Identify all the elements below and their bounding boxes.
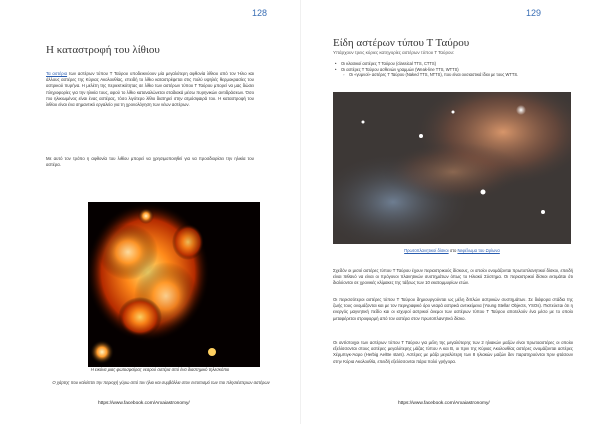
right-paragraph-2: Οι περισσότεροι αστέρες τύπου Τ Ταύρου δημιουργούνται ως μέλη διπλών αστρικών συστημάτων. Σε διάφορα στάδια της ζωής τους ονομάζονται και με τον περιγραφικό όρο νεαρά αστρικά αντικείμενα (Young Stellar Objects, YSOs). Πιστεύεται ότι η ενεργός μαγνητική πεδίο και οι ισχυροί αστρικοί άνεμοι των αστέρων τύπου Τ Ταύρου αποτελούν ένα μέσο με το οποίο μεταφέρεται στροφορμή από τον αστέρα στον πρωτοπλανητικό δίσκο. [333, 297, 573, 321]
right-paragraph-3: Οι αντίστοιχοι των αστέρων τύπου Τ Ταύρου για μέλη της μεγαλύτερης των 2 ηλιακών μαζών είναι πρωτοαστέρες οι οποίοι εξελίσσονται στους αστέρες μεγαλύτερης μάζας τύπου Α και Β, οι πριν της Κύριας Ακολουθίας αστέρες ονομάζονται αστέρες Χέρμπιγκ-Άαρο (Herbig Ae/Be stars). Αστέρες με μάζα μεγαλύτερη των 8 ηλιακών μαζών δεν παρατηρούνται πριν φτάσουν στην Κύρια Ακολουθία, επειδή εξελίσσονται πάρα πολύ γρήγορα. [333, 340, 573, 364]
list-item: ◦ Οι «γυμνοί» αστέρες Τ Ταύρου (Naked TTS, NTTS), που είναι ουσιαστικά ίδιοι με τους WTTS. [333, 72, 573, 78]
right-heading: Είδη αστέρων τύπου Τ Ταύρου [333, 37, 470, 49]
left-paragraph-1-text: των αστέρων τύπου Τ Ταύρου υποδεικνύουν μία μεγαλύτερη αφθονία λίθιου από τον Ήλιο και άλλους αστέρες της Κύριας Ακολουθίας, επειδή το λίθιο καταστρέφεται στις πολύ υψηλές θερμοκρασίες του αστρικού πυρήνα. Η μελέτη της περιεκτικότητας σε λίθιο των αστέρων τύπου Τ Ταύρου μπορεί να μας δώσει πληροφορίες για την ηλικία τους, αφού το λίθιο καταναλώνεται σταδιακά μέσω πυρηνικών αντιδράσεων. Όσο πιο ηλικιωμένος είναι ένας αστέρας, τόσο λιγότερο λίθιο διατηρεί στην ατμόσφαιρά του. Η καταστροφή του λιθίου είναι ένα σημαντικό εργαλείο για τη χρονολόγηση των νέων αστέρων. [46, 71, 254, 108]
list-item: • Οι αστέρες Τ Ταύρου ασθενών γραμμών (Weak-line TTS, WTTS) [333, 67, 573, 73]
right-page-number: 129 [526, 8, 542, 18]
left-paragraph-1 [46, 71, 254, 108]
left-footer-link[interactable]: https://www.facebook.com/Arxaiastronomy/ [98, 401, 190, 406]
right-footer-link[interactable]: https://www.facebook.com/Arxaiastronomy/ [398, 401, 490, 406]
caption-connector: στο [448, 248, 458, 253]
right-figure-caption [333, 248, 571, 253]
left-figure-subcaption: Ο χάρτης που καλύπτει την περιοχή γύρω από τον ήλιο και συμβάλλει στον εντοπισμό των πιο πλησιέστερων αστέρων [52, 380, 270, 385]
right-paragraph-1: Σχεδόν οι μισοί αστέρες τύπου Τ Ταύρου έχουν περιαστρικούς δίσκους, οι οποίοι ονομάζονται πρωτοπλανητικοί δίσκοι, επειδή είναι πιθανό να είναι οι πρόγονοι πλανητικών συστημάτων όπως το Ηλιακό Σύστημα. Οι περιαστρικοί δίσκοι εκτιμάται ότι διαλύονται σε χρονικές κλίμακες της τάξεως των 10 εκατομμυρίων ετών. [333, 268, 573, 286]
tts-type-list [333, 61, 573, 78]
left-paragraph-2: Με αυτό τον τρόπο η αφθονία του λιθίου μπορεί να χρησιμοποιηθεί για να προσδιορίσει την ηλικία του αστέρα. [46, 156, 254, 168]
left-figure-caption: Η εικόνα μιας φωτοσφαίρας νεαρού αστέρα από ένα διαστημικό τηλεσκόπιο [90, 367, 230, 372]
stars-link[interactable]: Τα αστέρια [46, 71, 68, 76]
left-heading: Η καταστροφή του λίθιου [46, 44, 160, 56]
young-star-image [88, 202, 260, 367]
left-page-number: 128 [252, 8, 268, 18]
right-subhead: Υπάρχουν τρεις κύριες κατηγορίες αστέρων τύπου Τ Ταύρου: [333, 50, 455, 55]
list-item: • Οι κλασικοί αστέρες Τ Ταύρου (classical TTS, CTTS) [333, 61, 573, 67]
protoplanetary-disks-link[interactable]: Πρωτοπλανητικοί δίσκοι [404, 248, 449, 253]
orion-nebula-link[interactable]: Νεφέλωμα του Ωρίωνα [457, 248, 500, 253]
right-page [300, 0, 600, 424]
orion-disks-image [333, 92, 571, 244]
